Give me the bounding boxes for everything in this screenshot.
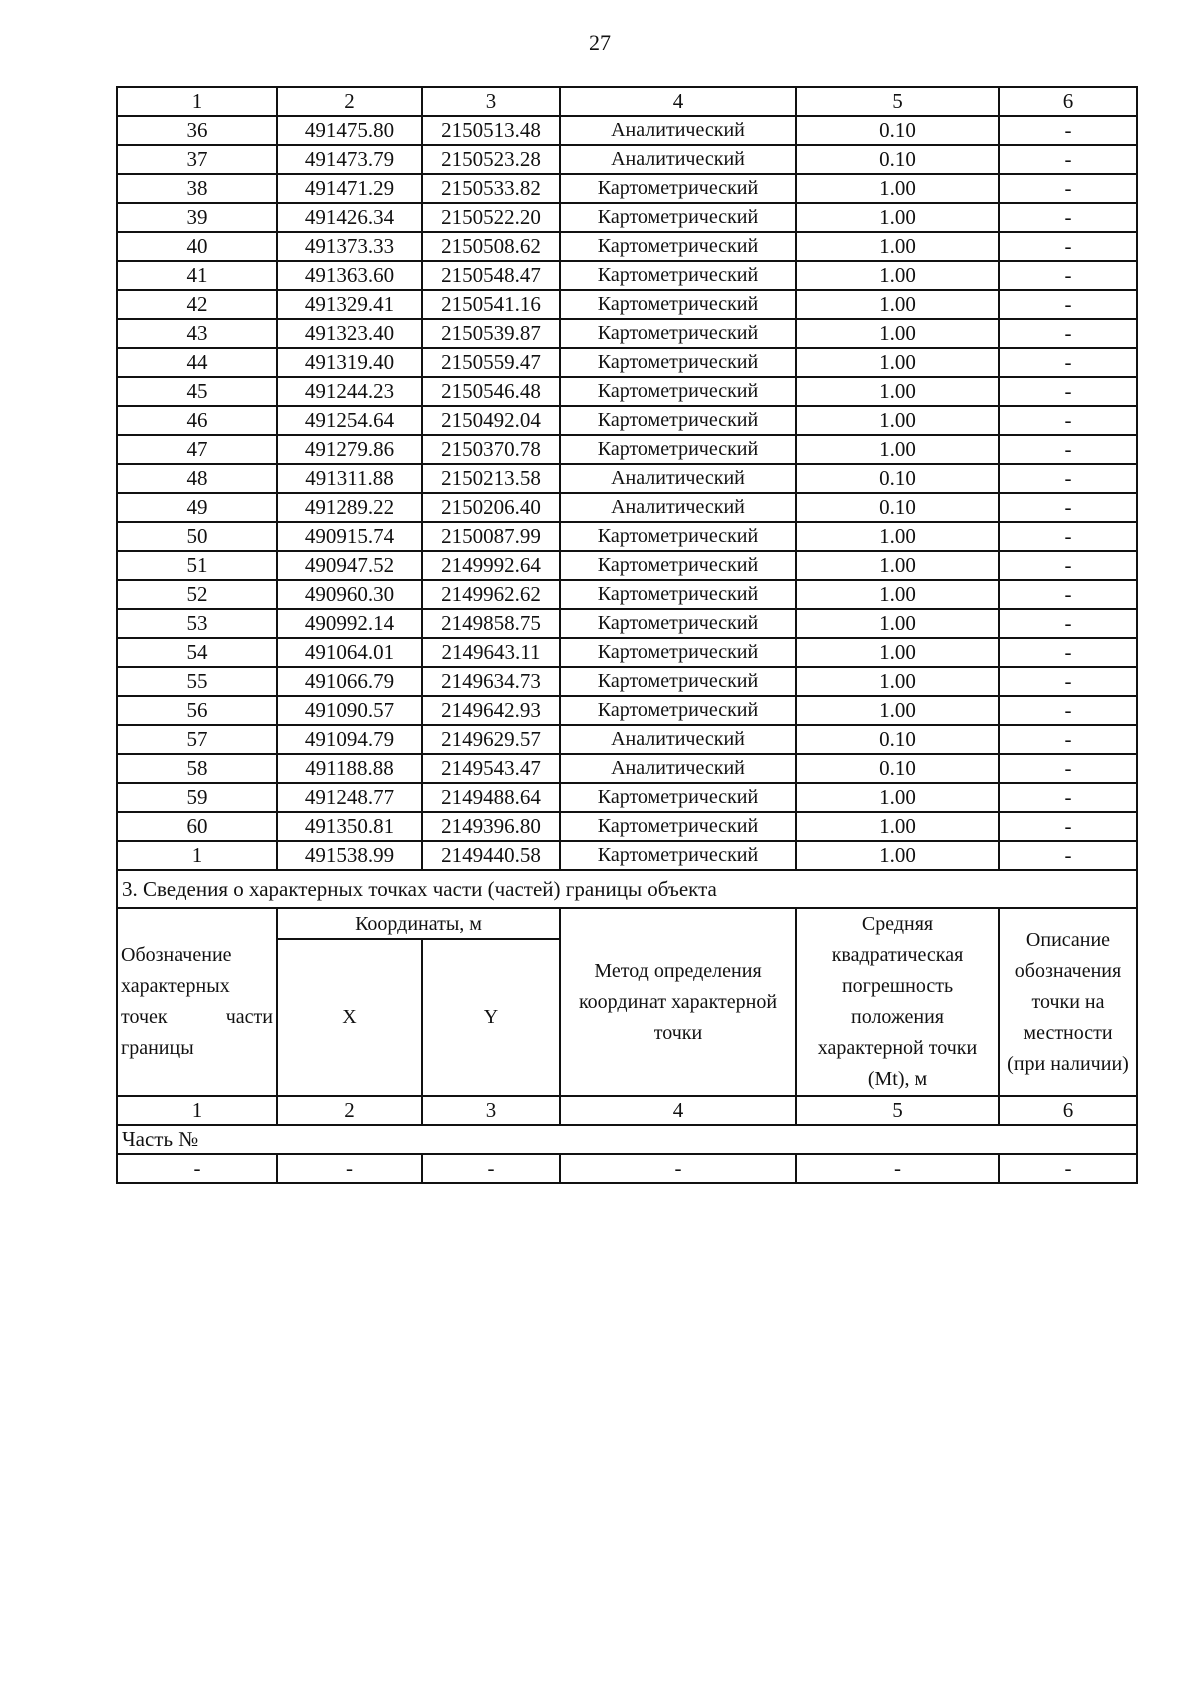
table-row (117, 145, 1137, 174)
method-cell: Картометрический (560, 348, 796, 377)
x-cell: 491350.81 (277, 812, 422, 841)
method-cell: Аналитический (560, 464, 796, 493)
table-row (117, 609, 1137, 638)
description-cell: - (999, 725, 1137, 754)
column-number: 3 (422, 87, 560, 116)
y-cell: 2149642.93 (422, 696, 560, 725)
x-cell: 491094.79 (277, 725, 422, 754)
description-cell: - (999, 116, 1137, 145)
x-cell: 491279.86 (277, 435, 422, 464)
y-cell: 2150513.48 (422, 116, 560, 145)
method-cell: Аналитический (560, 754, 796, 783)
x-cell: 490992.14 (277, 609, 422, 638)
x-cell: 491066.79 (277, 667, 422, 696)
point-cell: 43 (117, 319, 277, 348)
method-cell: Картометрический (560, 841, 796, 870)
table-row (117, 580, 1137, 609)
y-cell: 2150541.16 (422, 290, 560, 319)
method-cell: Картометрический (560, 203, 796, 232)
point-cell: 1 (117, 841, 277, 870)
point-cell: 44 (117, 348, 277, 377)
mt-cell: 0.10 (796, 725, 999, 754)
mt-cell: 1.00 (796, 319, 999, 348)
description-cell: - (999, 551, 1137, 580)
method-cell: Картометрический (560, 232, 796, 261)
table-row (117, 406, 1137, 435)
description-cell: - (999, 609, 1137, 638)
point-cell: 38 (117, 174, 277, 203)
description-cell: - (999, 377, 1137, 406)
y-cell: 2150546.48 (422, 377, 560, 406)
empty-cell: - (796, 1154, 999, 1183)
description-cell: - (999, 406, 1137, 435)
y-cell: 2150213.58 (422, 464, 560, 493)
method-cell: Картометрический (560, 522, 796, 551)
mt-cell: 1.00 (796, 261, 999, 290)
point-cell: 49 (117, 493, 277, 522)
point-cell: 56 (117, 696, 277, 725)
mt-cell: 1.00 (796, 522, 999, 551)
description-cell: - (999, 522, 1137, 551)
description-cell: - (999, 783, 1137, 812)
table-row (117, 783, 1137, 812)
method-cell: Картометрический (560, 319, 796, 348)
y-cell: 2149962.62 (422, 580, 560, 609)
method-cell: Картометрический (560, 812, 796, 841)
method-cell: Картометрический (560, 435, 796, 464)
x-cell: 491475.80 (277, 116, 422, 145)
empty-cell: - (422, 1154, 560, 1183)
description-cell: - (999, 261, 1137, 290)
description-cell: - (999, 464, 1137, 493)
empty-cell: - (117, 1154, 277, 1183)
description-cell: - (999, 638, 1137, 667)
y-cell: 2149543.47 (422, 754, 560, 783)
header-y: Y (422, 939, 560, 1096)
table-row (117, 348, 1137, 377)
description-cell: - (999, 696, 1137, 725)
header-description: Описание обозначения точки на местности (при наличии) (999, 908, 1137, 1096)
point-cell: 40 (117, 232, 277, 261)
method-cell: Картометрический (560, 261, 796, 290)
description-cell: - (999, 841, 1137, 870)
x-cell: 490915.74 (277, 522, 422, 551)
y-cell: 2150523.28 (422, 145, 560, 174)
boundary-points-table (116, 86, 1138, 1184)
point-cell: 55 (117, 667, 277, 696)
x-cell: 490960.30 (277, 580, 422, 609)
point-cell: 37 (117, 145, 277, 174)
method-cell: Картометрический (560, 551, 796, 580)
y-cell: 2149992.64 (422, 551, 560, 580)
header-row (117, 908, 1137, 939)
description-cell: - (999, 319, 1137, 348)
mt-cell: 1.00 (796, 841, 999, 870)
mt-cell: 0.10 (796, 464, 999, 493)
point-cell: 48 (117, 464, 277, 493)
point-cell: 42 (117, 290, 277, 319)
y-cell: 2150522.20 (422, 203, 560, 232)
column-number: 1 (117, 87, 277, 116)
point-cell: 45 (117, 377, 277, 406)
x-cell: 491323.40 (277, 319, 422, 348)
table-row (117, 174, 1137, 203)
header-coordinates: Координаты, м (277, 908, 560, 939)
method-cell: Картометрический (560, 580, 796, 609)
description-cell: - (999, 174, 1137, 203)
method-cell: Аналитический (560, 116, 796, 145)
x-cell: 491244.23 (277, 377, 422, 406)
mt-cell: 1.00 (796, 609, 999, 638)
mt-cell: 1.00 (796, 667, 999, 696)
point-cell: 39 (117, 203, 277, 232)
x-cell: 491473.79 (277, 145, 422, 174)
table-row (117, 841, 1137, 870)
column-number-row (117, 87, 1137, 116)
method-cell: Аналитический (560, 493, 796, 522)
mt-cell: 1.00 (796, 580, 999, 609)
x-cell: 491311.88 (277, 464, 422, 493)
column-number: 3 (422, 1096, 560, 1125)
mt-cell: 1.00 (796, 406, 999, 435)
method-cell: Картометрический (560, 377, 796, 406)
point-cell: 53 (117, 609, 277, 638)
table-row (117, 522, 1137, 551)
table-row (117, 696, 1137, 725)
point-cell: 57 (117, 725, 277, 754)
point-cell: 60 (117, 812, 277, 841)
column-number: 5 (796, 1096, 999, 1125)
table-row (117, 464, 1137, 493)
y-cell: 2150370.78 (422, 435, 560, 464)
x-cell: 491329.41 (277, 290, 422, 319)
y-cell: 2150533.82 (422, 174, 560, 203)
x-cell: 491090.57 (277, 696, 422, 725)
table-row (117, 667, 1137, 696)
method-cell: Аналитический (560, 725, 796, 754)
table-row (117, 435, 1137, 464)
description-cell: - (999, 667, 1137, 696)
part-label: Часть № (117, 1125, 1137, 1154)
description-cell: - (999, 232, 1137, 261)
mt-cell: 1.00 (796, 696, 999, 725)
mt-cell: 1.00 (796, 435, 999, 464)
y-cell: 2149858.75 (422, 609, 560, 638)
method-cell: Картометрический (560, 609, 796, 638)
point-cell: 36 (117, 116, 277, 145)
y-cell: 2149629.57 (422, 725, 560, 754)
mt-cell: 1.00 (796, 551, 999, 580)
column-number: 6 (999, 1096, 1137, 1125)
y-cell: 2150539.87 (422, 319, 560, 348)
y-cell: 2149488.64 (422, 783, 560, 812)
y-cell: 2149396.80 (422, 812, 560, 841)
table-row (117, 261, 1137, 290)
y-cell: 2150508.62 (422, 232, 560, 261)
description-cell: - (999, 754, 1137, 783)
point-cell: 47 (117, 435, 277, 464)
point-cell: 52 (117, 580, 277, 609)
y-cell: 2150559.47 (422, 348, 560, 377)
method-cell: Картометрический (560, 638, 796, 667)
method-cell: Картометрический (560, 783, 796, 812)
mt-cell: 1.00 (796, 290, 999, 319)
mt-cell: 1.00 (796, 232, 999, 261)
column-number: 5 (796, 87, 999, 116)
header-method: Метод определения координат характерной точки (560, 908, 796, 1096)
point-cell: 59 (117, 783, 277, 812)
section-title: 3. Сведения о характерных точках части (частей) границы объекта (117, 870, 1137, 908)
mt-cell: 0.10 (796, 754, 999, 783)
table-row (117, 377, 1137, 406)
x-cell: 491363.60 (277, 261, 422, 290)
point-cell: 51 (117, 551, 277, 580)
mt-cell: 1.00 (796, 783, 999, 812)
y-cell: 2150548.47 (422, 261, 560, 290)
section-title-row (117, 870, 1137, 908)
column-number: 2 (277, 87, 422, 116)
y-cell: 2150087.99 (422, 522, 560, 551)
mt-cell: 1.00 (796, 348, 999, 377)
table-row (117, 812, 1137, 841)
x-cell: 491254.64 (277, 406, 422, 435)
header-mt: Средняя квадратическая погрешность положения характерной точки (Mt), м (796, 908, 999, 1096)
x-cell: 491289.22 (277, 493, 422, 522)
mt-cell: 0.10 (796, 493, 999, 522)
y-cell: 2149643.11 (422, 638, 560, 667)
x-cell: 491248.77 (277, 783, 422, 812)
part-row (117, 1125, 1137, 1154)
description-cell: - (999, 580, 1137, 609)
description-cell: - (999, 493, 1137, 522)
method-cell: Картометрический (560, 667, 796, 696)
x-cell: 491064.01 (277, 638, 422, 667)
mt-cell: 0.10 (796, 116, 999, 145)
method-cell: Картометрический (560, 290, 796, 319)
x-cell: 491471.29 (277, 174, 422, 203)
empty-cell: - (560, 1154, 796, 1183)
column-number-row (117, 1096, 1137, 1125)
empty-cell: - (999, 1154, 1137, 1183)
column-number: 4 (560, 87, 796, 116)
table-row (117, 203, 1137, 232)
y-cell: 2150492.04 (422, 406, 560, 435)
empty-row (117, 1154, 1137, 1183)
description-cell: - (999, 290, 1137, 319)
y-cell: 2149440.58 (422, 841, 560, 870)
mt-cell: 0.10 (796, 145, 999, 174)
description-cell: - (999, 145, 1137, 174)
column-number: 6 (999, 87, 1137, 116)
table-row (117, 290, 1137, 319)
mt-cell: 1.00 (796, 174, 999, 203)
table-row (117, 754, 1137, 783)
method-cell: Картометрический (560, 696, 796, 725)
point-cell: 46 (117, 406, 277, 435)
point-cell: 41 (117, 261, 277, 290)
table-row (117, 319, 1137, 348)
method-cell: Картометрический (560, 174, 796, 203)
header-x: X (277, 939, 422, 1096)
mt-cell: 1.00 (796, 377, 999, 406)
table-row (117, 551, 1137, 580)
page-number: 27 (589, 30, 611, 55)
empty-cell: - (277, 1154, 422, 1183)
method-cell: Аналитический (560, 145, 796, 174)
point-cell: 50 (117, 522, 277, 551)
description-cell: - (999, 348, 1137, 377)
x-cell: 491373.33 (277, 232, 422, 261)
table-row (117, 116, 1137, 145)
x-cell: 491426.34 (277, 203, 422, 232)
y-cell: 2150206.40 (422, 493, 560, 522)
description-cell: - (999, 435, 1137, 464)
header-designation: Обозначение характерных точек части границы (117, 908, 277, 1096)
table-row (117, 638, 1137, 667)
x-cell: 491188.88 (277, 754, 422, 783)
y-cell: 2149634.73 (422, 667, 560, 696)
point-cell: 54 (117, 638, 277, 667)
x-cell: 491319.40 (277, 348, 422, 377)
column-number: 1 (117, 1096, 277, 1125)
table-row (117, 493, 1137, 522)
description-cell: - (999, 203, 1137, 232)
column-number: 4 (560, 1096, 796, 1125)
table-row (117, 725, 1137, 754)
mt-cell: 1.00 (796, 638, 999, 667)
table-row (117, 232, 1137, 261)
column-number: 2 (277, 1096, 422, 1125)
x-cell: 491538.99 (277, 841, 422, 870)
description-cell: - (999, 812, 1137, 841)
mt-cell: 1.00 (796, 812, 999, 841)
x-cell: 490947.52 (277, 551, 422, 580)
mt-cell: 1.00 (796, 203, 999, 232)
method-cell: Картометрический (560, 406, 796, 435)
point-cell: 58 (117, 754, 277, 783)
